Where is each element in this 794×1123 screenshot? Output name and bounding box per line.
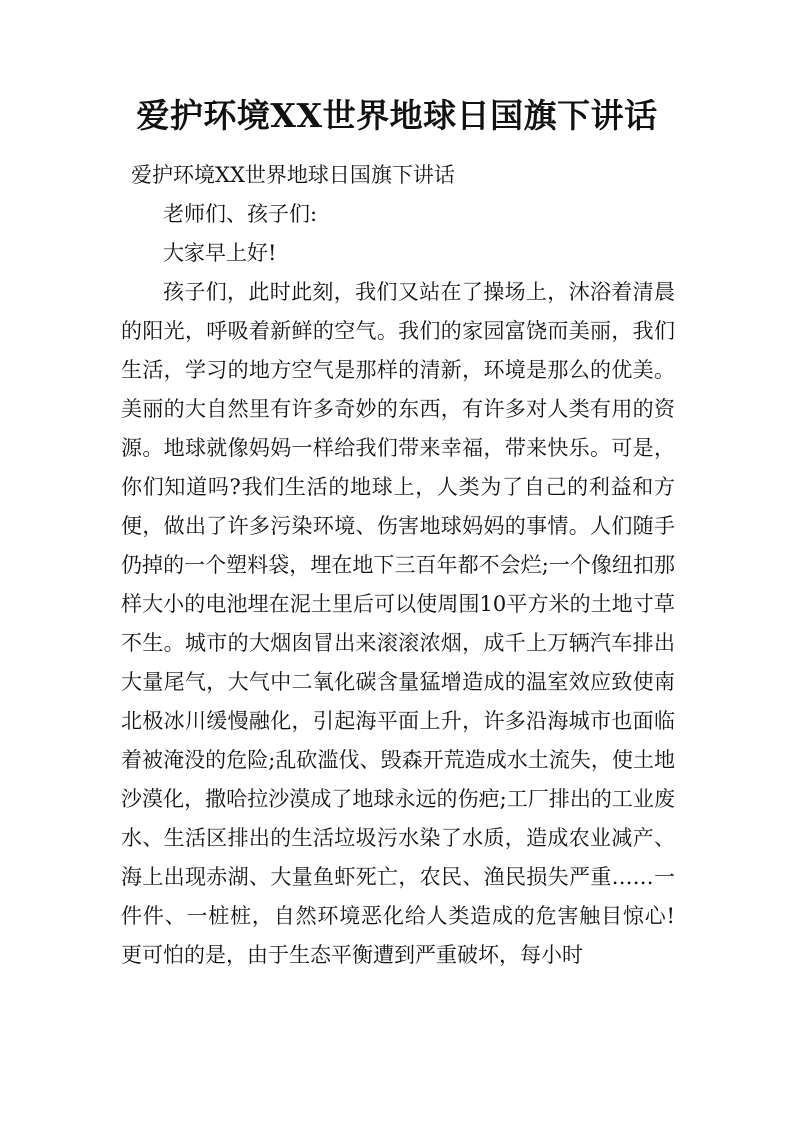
document-body — [121, 156, 675, 975]
salutation: 老师们、孩子们: — [163, 202, 318, 226]
document-title: 爱护环境XX世界地球日国旗下讲话 — [136, 96, 658, 135]
greeting: 大家早上好! — [163, 241, 277, 265]
document-subtitle: 爱护环境XX世界地球日国旗下讲话 — [131, 163, 455, 187]
paragraph: 孩子们，此时此刻，我们又站在了操场上，沐浴着清晨的阳光，呼吸着新鲜的空气。我们的家园富饶而美丽，我们生活，学习的地方空气是那样的清新，环境是那么的优美。美丽的大自然里有许多奇妙的东西，有许多对人类有用的资源。地球就像妈妈一样给我们带来幸福，带来快乐。可是，你们知道吗?我们生活的地球上，人类为了自己的利益和方便，做出了许多污染环境、伤害地球妈妈的事情。人们随手仍掉的一个塑料袋，埋在地下三百年都不会烂;一个像纽扣那样大小的电池埋在泥土里后可以使周围10平方米的土地寸草不生。城市的大烟囱冒出来滚滚浓烟，成千上万辆汽车排出大量尾气，大气中二氧化碳含量猛增造成的温室效应致使南北极冰川缓慢融化，引起海平面上升，许多沿海城市也面临着被淹没的危险;乱砍滥伐、毁森开荒造成水土流失，使土地沙漠化，撒哈拉沙漠成了地球永远的伤疤;工厂排出的工业废水、生活区排出的生活垃圾污水染了水质，造成农业减产、海上出现赤湖、大量鱼虾死亡，农民、渔民损失严重……一件件、一桩桩，自然环境恶化给人类造成的危害触目惊心!更可怕的是，由于生态平衡遭到严重破坏，每小时 — [121, 280, 675, 967]
